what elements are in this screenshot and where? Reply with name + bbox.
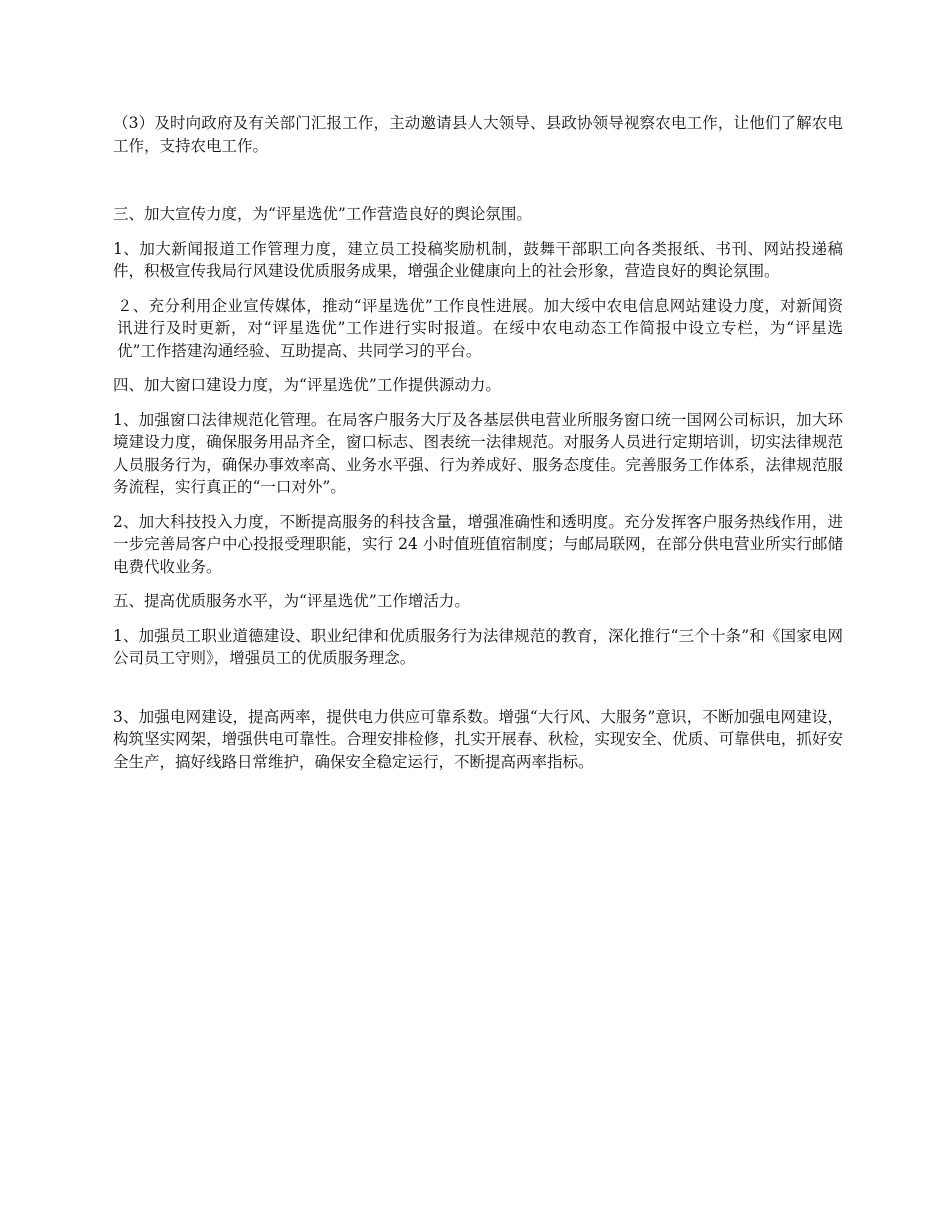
- paragraph-news-reporting: 1、加大新闻报道工作管理力度，建立员工投稿奖励机制，鼓舞干部职工向各类报纸、书刊、网站投递稿件，积极宣传我局行风建设优质服务成果，增强企业健康向上的社会形象，营造良好的舆论氛围。: [113, 239, 843, 280]
- heading-section-four: 四、加大窗口建设力度，为“评星选优”工作提供源动力。: [113, 376, 501, 394]
- paragraph-employee-ethics: 1、加强员工职业道德建设、职业纪律和优质服务行为法律规范的教育，深化推行“三个十条”和《国家电网公司员工守则》，增强员工的优质服务理念。: [113, 626, 843, 667]
- paragraph-publicity-media: ２、充分利用企业宣传媒体，推动“评星选优”工作良性进展。加大绥中农电信息网站建设力度，对新闻资讯进行及时更新，对“评星选优”工作进行实时报道。在绥中农电动态工作简报中设立专栏，为“评星选优”工作搭建沟通经验、互助提高、共同学习的平台。: [117, 296, 843, 360]
- paragraph-report-to-government: （3）及时向政府及有关部门汇报工作，主动邀请县人大领导、县政协领导视察农电工作，让他们了解农电工作，支持农电工作。: [113, 114, 843, 155]
- paragraph-grid-construction: 3、加强电网建设，提高两率，提供电力供应可靠系数。增强“大行风、大服务”意识，不断加强电网建设，构筑坚实网架，增强供电可靠性。合理安排检修，扎实开展春、秋检，实现安全、优质、可靠供电，抓好安全生产，搞好线路日常维护，确保安全稳定运行，不断提高两率指标。: [113, 707, 843, 771]
- heading-section-five: 五、提高优质服务水平，为“评星选优”工作增活力。: [113, 592, 470, 610]
- paragraph-window-management: 1、加强窗口法律规范化管理。在局客户服务大厅及各基层供电营业所服务窗口统一国网公司标识，加大环境建设力度，确保服务用品齐全，窗口标志、图表统一法律规范。对服务人员进行定期培训，切实法律规范人员服务行为，确保办事效率高、业务水平强、行为养成好、服务态度佳。完善服务工作体系，法律规范服务流程，实行真正的“一口对外”。: [113, 410, 843, 496]
- heading-section-three: 三、加大宣传力度，为“评星选优”工作营造良好的舆论氛围。: [113, 205, 532, 223]
- paragraph-technology-investment: 2、加大科技投入力度，不断提高服务的科技含量，增强准确性和透明度。充分发挥客户服务热线作用，进一步完善局客户中心投报受理职能，实行 24 小时值班值宿制度；与邮局联网，在部分供电营业所实行邮储电费代收业务。: [113, 512, 843, 576]
- document-body: [113, 112, 843, 785]
